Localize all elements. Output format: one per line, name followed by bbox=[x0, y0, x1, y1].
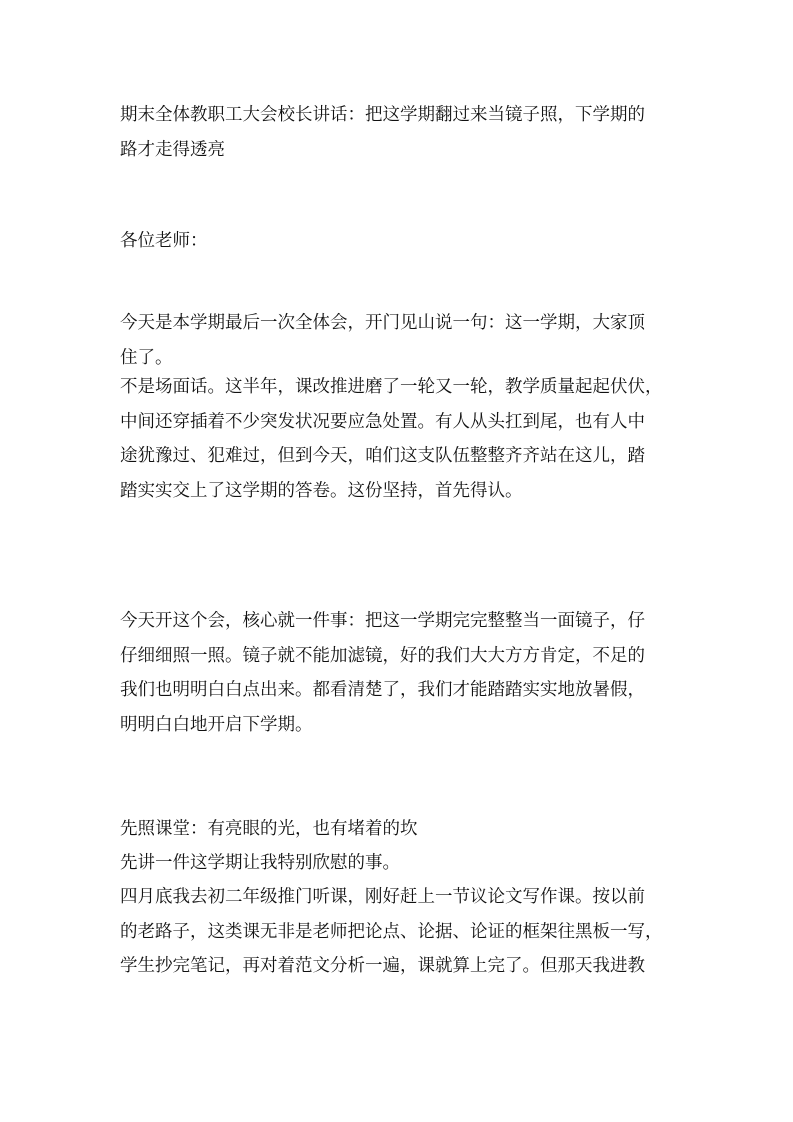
section-heading-text: 先照课堂：有亮眼的光，也有堵着的坎 bbox=[120, 819, 418, 839]
section-heading bbox=[120, 812, 680, 847]
paragraph-line: 的老路子，这类课无非是老师把论点、论据、论证的框架往黑板一写， bbox=[120, 921, 663, 942]
paragraph-opening bbox=[120, 306, 680, 375]
document-title bbox=[120, 98, 680, 167]
paragraph-line: 中间还穿插着不少突发状况要应急处置。有人从头扛到尾，也有人中 bbox=[120, 411, 645, 432]
paragraph-line: 途犹豫过、犯难过，但到今天，咱们这支队伍整整齐齐站在这儿，踏 bbox=[120, 446, 645, 466]
paragraph-persistence bbox=[120, 370, 680, 508]
paragraph-line: 住了。 bbox=[120, 347, 173, 368]
paragraph-line: 今天是本学期最后一次全体会，开门见山说一句：这一学期，大家顶 bbox=[120, 313, 645, 333]
paragraph-line: 先讲一件这学期让我特别欣慰的事。 bbox=[120, 853, 400, 873]
paragraph-line: 学生抄完笔记，再对着范文分析一遍，课就算上完了。但那天我进教 bbox=[120, 956, 645, 976]
paragraph-line: 不是场面话。这半年，课改推进磨了一轮又一轮，教学质量起起伏伏， bbox=[120, 377, 663, 397]
paragraph-intro bbox=[120, 846, 680, 881]
title-line: 路才走得透亮 bbox=[120, 139, 225, 160]
paragraph-line: 我们也明明白白点出来。都看清楚了，我们才能踏踏实实地放暑假， bbox=[120, 680, 645, 700]
paragraph-line: 四月底我去初二年级推门听课，刚好赶上一节议论文写作课。按以前 bbox=[120, 887, 645, 907]
salutation-text: 各位老师： bbox=[120, 231, 208, 251]
paragraph-line: 踏实实交上了这学期的答卷。这份坚持，首先得认。 bbox=[120, 480, 523, 501]
paragraph-line: 今天开这个会，核心就一件事：把这一学期完完整整当一面镜子，仔 bbox=[120, 611, 645, 631]
paragraph-mirror bbox=[120, 604, 680, 742]
paragraph-line: 明明白白地开启下学期。 bbox=[120, 714, 313, 735]
salutation bbox=[120, 224, 680, 259]
title-line: 期末全体教职工大会校长讲话：把这学期翻过来当镜子照，下学期的 bbox=[120, 105, 645, 125]
paragraph-line: 仔细细照一照。镜子就不能加滤镜，好的我们大大方方肯定，不足的 bbox=[120, 645, 645, 666]
paragraph-classroom bbox=[120, 880, 680, 984]
